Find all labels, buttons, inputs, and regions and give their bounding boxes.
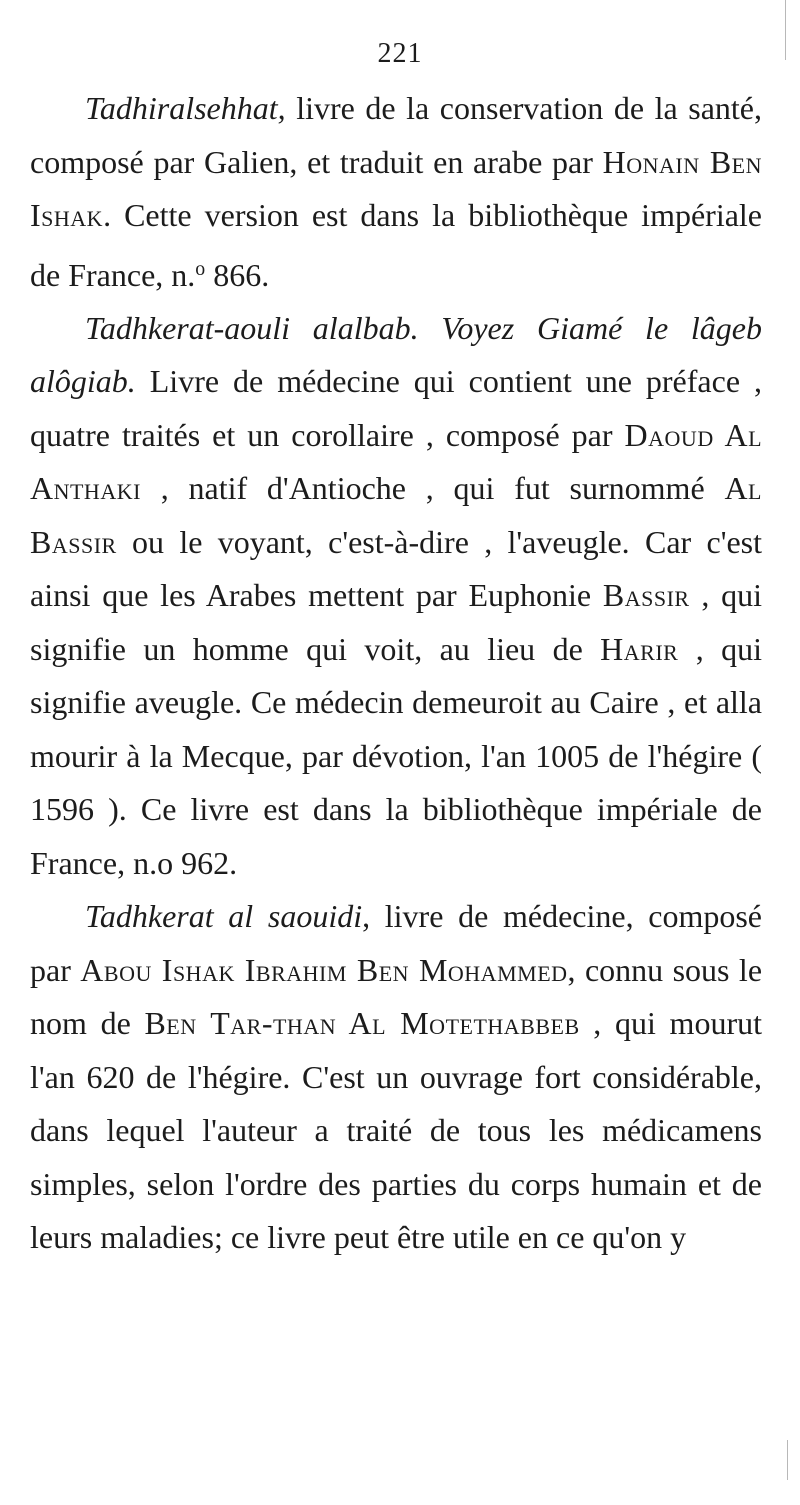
scan-mark [785,0,786,60]
entry-text: Livre de médecine qui contient une préface , quatre traités et un corollaire , composé par [30,363,762,453]
entry-text: , qui signifie aveugle. Ce médecin demeuroit au Caire , et alla mourir à la Mecque, par dévotion, l'an 1005 de l'hégire ( 1596 ). Ce livre est dans la bibliothèque impériale de France, n.o 962. [30,630,762,881]
author-name: Bassir [602,577,690,614]
author-name: Daoud Al Anthaki [30,416,763,507]
entry-tadhiralsehhat [30,82,762,302]
entry-text: 866. [205,256,270,293]
entry-headword: Tadhiralsehhat, [85,90,286,126]
author-name: Al Bassir [30,470,762,560]
author-name: Abou Ishak Ibrahim Ben Mohammed [80,951,568,988]
entry-text: , qui signifie un homme qui voit, au lieu de [30,577,762,667]
entry-text: , connu sous le nom de [30,951,763,1042]
entry-text: , qui mourut l'an 620 de l'hégire. C'est un ouvrage fort considérable, dans lequel l'auteur a traité de tous les médicamens simples, selon l'ordre des parties du corps humain et de leurs maladies; ce livre peut être utile en ce qu'on y [30,1005,762,1256]
entry-tadhkerat-al-saouidi [30,890,762,1265]
author-name: Harir [600,630,679,667]
entry-text: ou le voyant, c'est-à-dire , l'aveugle. Car c'est ainsi que les Arabes mettent par Euphonie [30,523,762,614]
entry-text: , livre de médecine, composé par [30,898,762,988]
entry-text: . Cette version est dans la bibliothèque impériale de France, n. [30,197,762,293]
entry-text: livre de la conservation de la santé, composé par Galien, et traduit en arabe par [30,90,762,180]
superscript: o [195,257,206,280]
page-number: 221 [377,38,423,69]
dictionary-entries [30,82,762,1265]
entry-headword: Tadhkerat al saouidi [85,898,363,935]
scan-mark [787,1440,788,1480]
entry-headword: Tadhkerat-aouli alalbab. Voyez Giamé le lâgeb alôgiab. [30,309,762,400]
author-name: Ben Tar-than Al Motethabbeb [144,1005,580,1042]
entry-text: , natif d'Antioche , qui fut surnommé [140,470,725,507]
author-name: Honain Ben Ishak [30,143,763,233]
entry-tadhkerat-aouli [30,302,762,891]
